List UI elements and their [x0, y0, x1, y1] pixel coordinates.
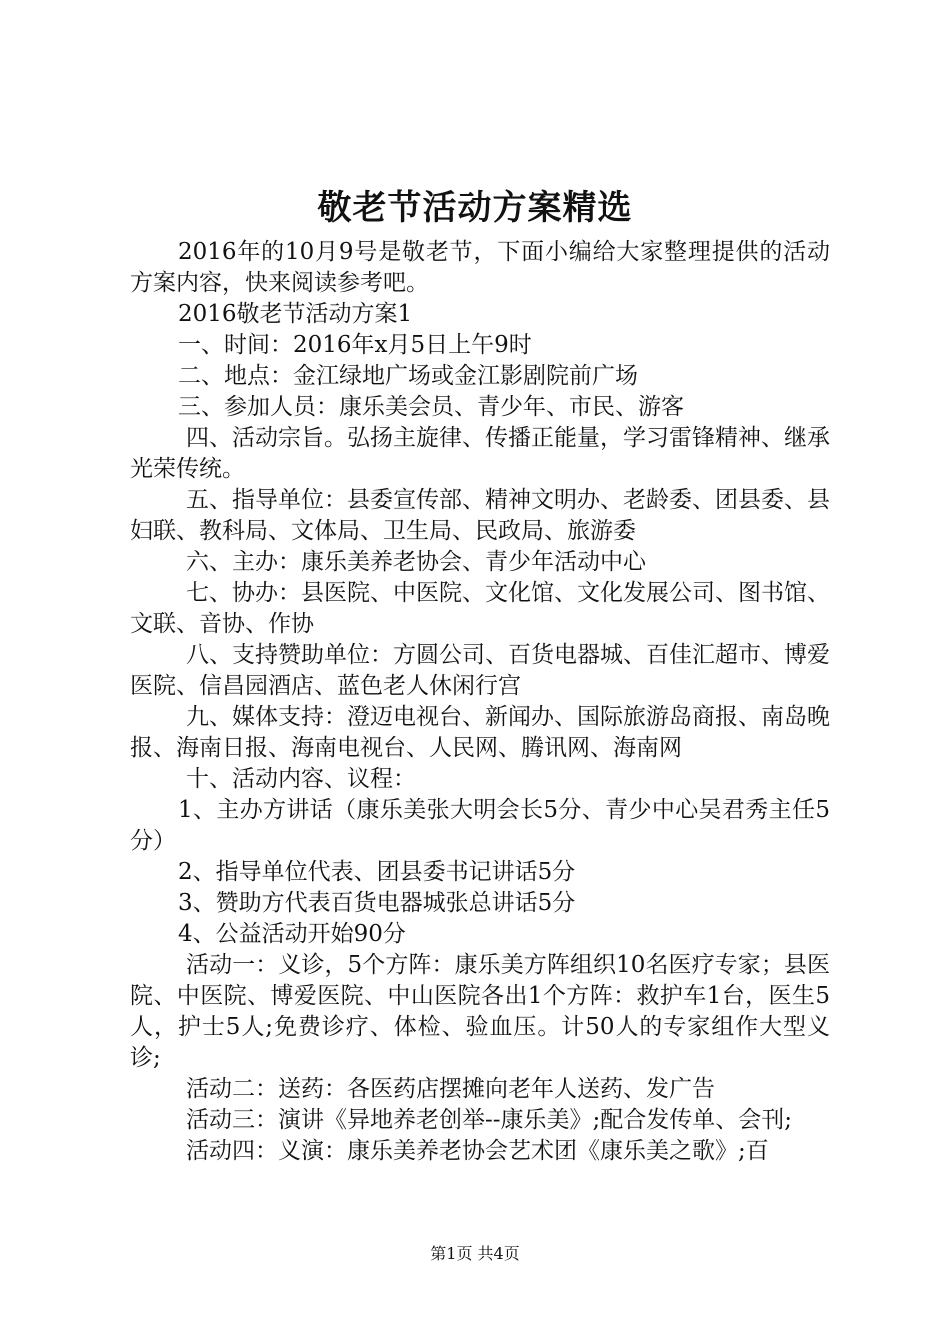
activity-4: 活动四：义演：康乐美养老协会艺术团《康乐美之歌》;百: [186, 1138, 769, 1164]
item-media: 九、媒体支持：澄迈电视台、新闻办、国际旅游岛商报、南岛晚报、海南日报、海南电视台、人民网、腾讯网、海南网: [130, 704, 830, 761]
item-location: 二、地点：金江绿地广场或金江影剧院前广场: [178, 363, 638, 389]
agenda-step-1: 1、主办方讲话（康乐美张大明会长5分、青少中心吴君秀主任5分）: [130, 797, 830, 854]
page-number: 第1页 共4页: [430, 1244, 520, 1263]
item-purpose: 四、活动宗旨。弘扬主旋律、传播正能量，学习雷锋精神、继承光荣传统。: [130, 425, 830, 482]
item-time: 一、时间：2016年x月5日上午9时: [178, 332, 532, 358]
agenda-step-4: 4、公益活动开始90分: [178, 921, 406, 947]
section-heading: 2016敬老节活动方案1: [178, 301, 413, 327]
agenda-step-2: 2、指导单位代表、团县委书记讲话5分: [178, 859, 576, 885]
item-co-organizer: 七、协办：县医院、中医院、文化馆、文化发展公司、图书馆、文联、音协、作协: [130, 580, 830, 637]
document-title: 敬老节活动方案精选: [317, 188, 633, 228]
item-participants: 三、参加人员：康乐美会员、青少年、市民、游客: [178, 394, 684, 420]
agenda-step-3: 3、赞助方代表百货电器城张总讲话5分: [178, 890, 576, 916]
intro-paragraph: 2016年的10月9号是敬老节，下面小编给大家整理提供的活动方案内容，快来阅读参考吧。: [130, 239, 830, 296]
activity-1: 活动一：义诊，5个方阵：康乐美方阵组织10名医疗专家；县医院、中医院、博爱医院、中山医院各出1个方阵：救护车1台，医生5人，护士5人;免费诊疗、体检、验血压。计50人的专家组作大型义诊;: [130, 952, 830, 1071]
item-organizer: 六、主办：康乐美养老协会、青少年活动中心: [186, 549, 646, 575]
activity-3: 活动三：演讲《异地养老创举--康乐美》;配合发传单、会刊;: [186, 1107, 793, 1133]
activity-2: 活动二：送药：各医药店摆摊向老年人送药、发广告: [186, 1076, 715, 1102]
document-body: [130, 237, 830, 1167]
item-sponsors: 八、支持赞助单位：方圆公司、百货电器城、百佳汇超市、博爱医院、信昌园酒店、蓝色老人休闲行宫: [130, 642, 830, 699]
item-agenda: 十、活动内容、议程：: [186, 766, 416, 792]
item-guiding-units: 五、指导单位：县委宣传部、精神文明办、老龄委、团县委、县妇联、教科局、文体局、卫生局、民政局、旅游委: [130, 487, 830, 544]
